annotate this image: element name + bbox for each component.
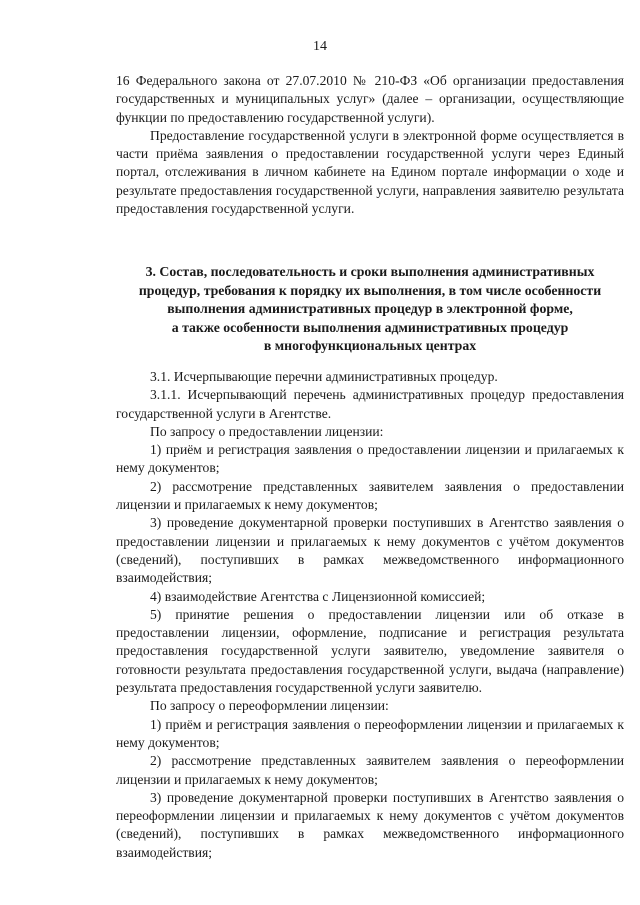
section-heading bbox=[116, 263, 624, 356]
list-item: 2) рассмотрение представленных заявителем заявления о переоформлении лицензии и прилагаемых к нему документов; bbox=[116, 753, 624, 787]
heading-line: 3. Состав, последовательность и сроки выполнения административных bbox=[145, 264, 595, 279]
heading-line: процедур, требования к порядку их выполнения, в том числе особенности bbox=[138, 282, 602, 298]
list-item: 5) принятие решения о предоставлении лицензии или об отказе в предоставлении лицензии, оформление, подписание и регистрация результата предоставления государственной услуги заявителю, уведомление заявителя о готовности результата предоставления государственной услуги, выдача (направление) результата предоставления государственной услуги заявителю. bbox=[116, 606, 624, 696]
heading-line: выполнения административных процедур в электронной форме, bbox=[167, 301, 573, 317]
body-text bbox=[116, 368, 624, 862]
page-number: 14 bbox=[313, 39, 327, 54]
list-item: 1) приём и регистрация заявления о переоформлении лицензии и прилагаемых к нему документов; bbox=[116, 716, 624, 750]
list-item: 4) взаимодействие Агентства с Лицензионной комиссией; bbox=[150, 588, 486, 604]
paragraph: По запросу о предоставлении лицензии: bbox=[150, 423, 384, 439]
paragraph: 3.1.1. Исчерпывающий перечень административных процедур предоставления государственной услуги в Агентстве. bbox=[116, 387, 624, 421]
heading-line: в многофункциональных центрах bbox=[263, 338, 477, 354]
list-item: 3) проведение документарной проверки поступивших в Агентство заявления о переоформлении лицензии и прилагаемых к нему документов с учётом документов (сведений), поступивших в рамках межведомственного информационного взаимодействия; bbox=[116, 789, 624, 860]
heading-line: а также особенности выполнения административных процедур bbox=[171, 319, 569, 335]
paragraph: 16 Федерального закона от 27.07.2010 № 210-ФЗ «Об организации предоставления государственных и муниципальных услуг» (далее – организации, осуществляющие функции по предоставлению государственной услуги). bbox=[116, 73, 624, 125]
list-item: 1) приём и регистрация заявления о предоставлении лицензии и прилагаемых к нему документов; bbox=[116, 442, 624, 476]
intro-text bbox=[116, 72, 624, 218]
paragraph: По запросу о переоформлении лицензии: bbox=[150, 698, 389, 714]
paragraph: 3.1. Исчерпывающие перечни административных процедур. bbox=[150, 369, 498, 384]
list-item: 3) проведение документарной проверки поступивших в Агентство заявления о предоставлении лицензии и прилагаемых к нему документов с учётом документов (сведений), поступивших в рамках межведомственного информационного взаимодействия; bbox=[116, 515, 624, 586]
list-item: 2) рассмотрение представленных заявителем заявления о предоставлении лицензии и прилагаемых к нему документов; bbox=[116, 478, 624, 513]
paragraph: Предоставление государственной услуги в электронной форме осуществляется в части приёма заявления о предоставлении государственной услуги через Единый портал, отслеживания в личном кабинете на Едином портале информации о ходе и результате предоставления государственной услуги, направления заявителю результата предоставления государственной услуги. bbox=[116, 127, 624, 217]
